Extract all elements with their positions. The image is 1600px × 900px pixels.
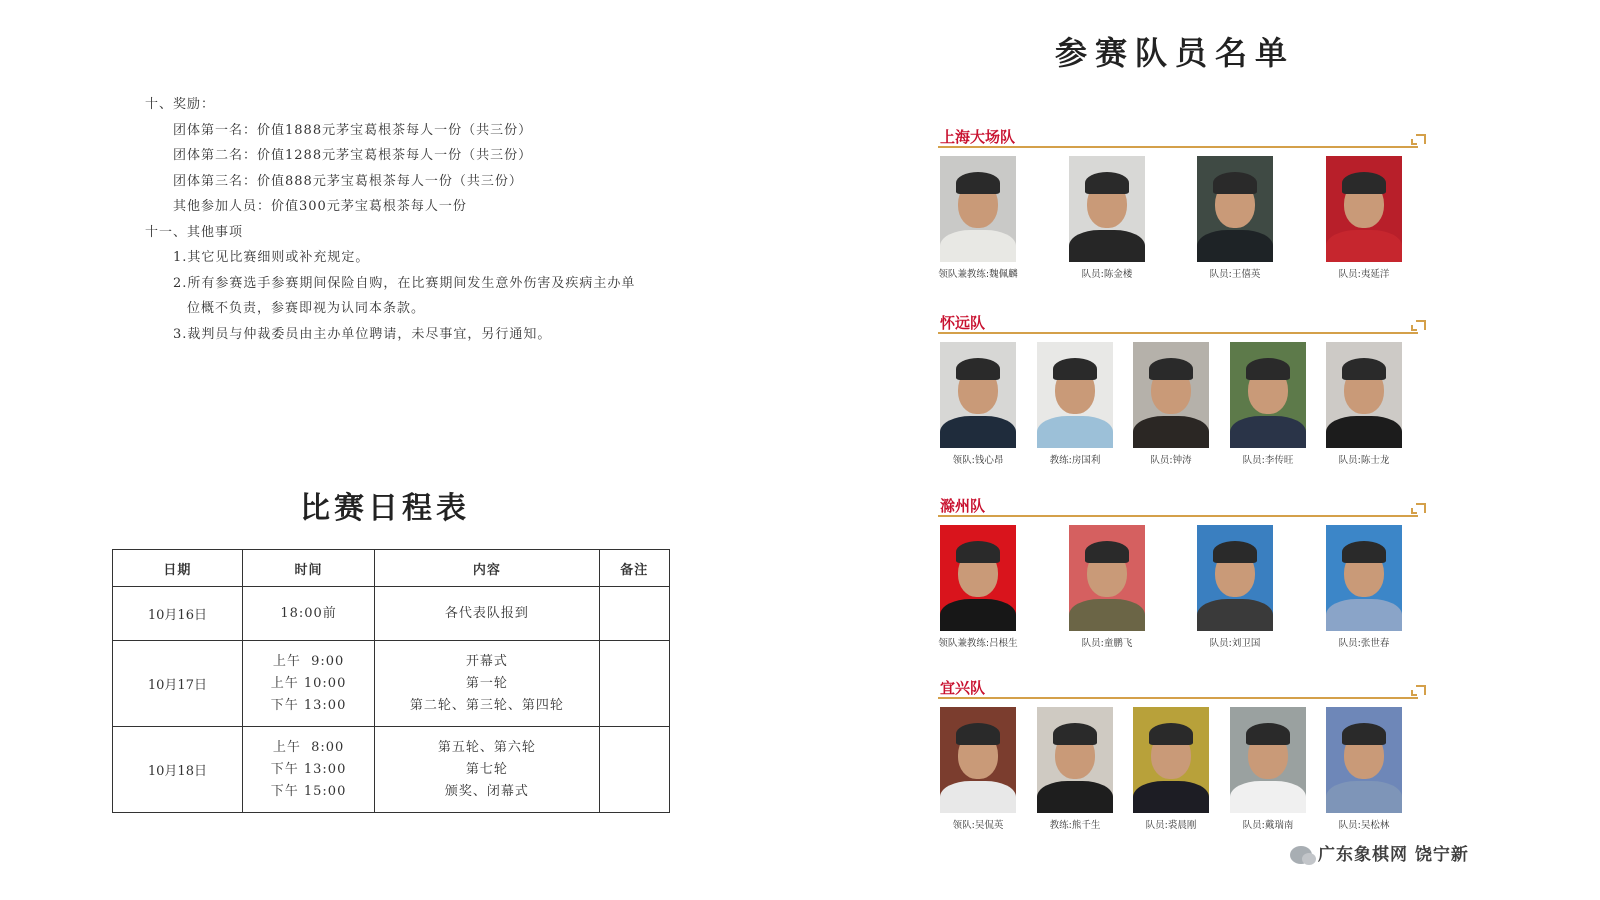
team-name: 上海大场队 xyxy=(940,128,1016,146)
schedule-content-line: 第七轮 xyxy=(465,761,508,777)
rule-line: 2.所有参赛选手参赛期间保险自购，在比赛期间发生意外伤害及疾病主办单 xyxy=(173,275,636,291)
member-photo xyxy=(1326,342,1402,448)
member-caption: 队员:吴松林 xyxy=(1338,820,1390,831)
member-caption: 队员:李传旺 xyxy=(1242,455,1294,466)
member-caption: 队员:王僖英 xyxy=(1209,269,1261,280)
header-date: 日期 xyxy=(113,550,243,587)
corner-ornament-icon xyxy=(1416,685,1426,695)
rule-line: 十一、其他事项 xyxy=(145,224,244,240)
member-photo xyxy=(1197,525,1273,631)
member-photo xyxy=(1037,342,1113,448)
member-caption: 领队兼教练:魏佩麟 xyxy=(938,269,1018,280)
schedule-content-line: 各代表队报到 xyxy=(444,605,529,621)
member-photo xyxy=(940,342,1016,448)
watermark xyxy=(1290,840,1469,865)
member-photo xyxy=(1326,525,1402,631)
team-member xyxy=(1228,342,1308,466)
schedule-time-line: 18:00前 xyxy=(280,605,337,621)
member-photo xyxy=(1230,342,1306,448)
schedule-date: 10月16日 xyxy=(113,587,243,641)
member-caption: 队员:刘卫国 xyxy=(1209,638,1261,649)
schedule-time xyxy=(242,587,374,641)
team-member xyxy=(1035,342,1115,466)
team-divider xyxy=(938,515,1418,517)
member-caption: 队员:夷延洋 xyxy=(1338,269,1390,280)
member-photo xyxy=(1197,156,1273,262)
schedule-content xyxy=(375,727,599,813)
team-member xyxy=(1324,525,1404,649)
team-member xyxy=(1324,342,1404,466)
schedule-content-line: 第二轮、第三轮、第四轮 xyxy=(409,697,564,713)
rule-line: 其他参加人员：价值300元茅宝葛根茶每人一份 xyxy=(173,199,467,214)
member-caption: 队员:裘晨刚 xyxy=(1145,820,1197,831)
schedule-date: 10月18日 xyxy=(113,727,243,813)
schedule-time xyxy=(242,641,374,727)
member-caption: 队员:陈士龙 xyxy=(1338,455,1390,466)
schedule-content xyxy=(375,587,599,641)
schedule-content-line: 颁奖、闭幕式 xyxy=(444,783,529,799)
schedule-note xyxy=(599,587,669,641)
schedule-note xyxy=(599,727,669,813)
header-note: 备注 xyxy=(599,550,669,587)
member-photo xyxy=(1069,525,1145,631)
member-photo xyxy=(1133,707,1209,813)
schedule-row xyxy=(113,641,670,727)
schedule-note xyxy=(599,641,669,727)
member-caption: 教练:熊千生 xyxy=(1049,820,1101,831)
member-caption: 队员:张世春 xyxy=(1338,638,1390,649)
schedule-time xyxy=(242,727,374,813)
schedule-row xyxy=(113,587,670,641)
member-caption: 领队:钱心昂 xyxy=(952,455,1004,466)
schedule-content-line: 开幕式 xyxy=(465,653,508,669)
team-member xyxy=(938,525,1018,649)
team-member xyxy=(1324,156,1404,280)
team-member xyxy=(1131,342,1211,466)
team-member xyxy=(1035,707,1115,831)
schedule-time-line: 上午 8:00 xyxy=(272,739,345,755)
team-member xyxy=(938,156,1018,280)
team-name: 宜兴队 xyxy=(940,679,986,697)
member-photo xyxy=(940,707,1016,813)
team-member xyxy=(1228,707,1308,831)
schedule-content-line: 第一轮 xyxy=(465,675,508,691)
schedule-time-line: 下午 13:00 xyxy=(270,697,347,713)
team-divider xyxy=(938,146,1418,148)
rule-line: 团体第三名：价值888元茅宝葛根茶每人一份（共三份） xyxy=(173,173,523,189)
member-photo xyxy=(940,156,1016,262)
schedule-date: 10月17日 xyxy=(113,641,243,727)
rule-line: 团体第一名：价值1888元茅宝葛根茶每人一份（共三份） xyxy=(173,122,533,138)
rule-line: 位概不负责，参赛即视为认同本条款。 xyxy=(187,301,426,316)
corner-ornament-icon xyxy=(1416,134,1426,144)
schedule-time-line: 下午 13:00 xyxy=(270,761,347,777)
member-caption: 队员:陈金楼 xyxy=(1081,269,1133,280)
wechat-icon xyxy=(1290,846,1312,864)
schedule-time-line: 下午 15:00 xyxy=(270,783,347,799)
rule-line: 1.其它见比赛细则或补充规定。 xyxy=(173,250,370,265)
schedule-content-line: 第五轮、第六轮 xyxy=(437,739,536,755)
member-photo xyxy=(1037,707,1113,813)
rule-line: 3.裁判员与仲裁委员由主办单位聘请，未尽事宜，另行通知。 xyxy=(173,326,552,342)
team-member xyxy=(1131,707,1211,831)
rule-line: 十、奖励： xyxy=(145,97,216,112)
member-caption: 队员:童鹏飞 xyxy=(1081,638,1133,649)
member-photo xyxy=(1069,156,1145,262)
schedule-table xyxy=(112,549,670,813)
schedule-header-row xyxy=(113,550,670,587)
member-photo xyxy=(940,525,1016,631)
schedule-time-line: 上午 10:00 xyxy=(270,675,347,691)
header-content: 内容 xyxy=(375,550,599,587)
member-photo xyxy=(1230,707,1306,813)
roster-title: 参赛队员名单 xyxy=(1054,34,1295,72)
team-name: 怀远队 xyxy=(940,314,986,332)
team-member xyxy=(1195,525,1275,649)
member-caption: 队员:钟涛 xyxy=(1150,455,1192,466)
member-caption: 队员:戴瑞南 xyxy=(1242,820,1294,831)
corner-ornament-icon xyxy=(1416,320,1426,330)
team-member xyxy=(1324,707,1404,831)
member-photo xyxy=(1326,156,1402,262)
team-member xyxy=(938,707,1018,831)
rules-section xyxy=(145,92,635,347)
watermark-text: 广东象棋网 饶宁新 xyxy=(1318,845,1469,865)
team-divider xyxy=(938,332,1418,334)
team-member xyxy=(1067,525,1147,649)
member-caption: 领队:吴侃英 xyxy=(952,820,1004,831)
team-member xyxy=(938,342,1018,466)
team-member xyxy=(1195,156,1275,280)
schedule-time-line: 上午 9:00 xyxy=(272,653,345,669)
header-time: 时间 xyxy=(242,550,374,587)
schedule-content xyxy=(375,641,599,727)
rule-line: 团体第二名：价值1288元茅宝葛根茶每人一份（共三份） xyxy=(173,148,533,163)
member-caption: 领队兼教练:吕根生 xyxy=(938,638,1018,649)
schedule-row xyxy=(113,727,670,813)
member-photo xyxy=(1326,707,1402,813)
member-photo xyxy=(1133,342,1209,448)
member-caption: 教练:房国利 xyxy=(1049,455,1101,466)
team-name: 滁州队 xyxy=(940,497,986,515)
team-divider xyxy=(938,697,1418,699)
schedule-title: 比赛日程表 xyxy=(300,491,470,526)
corner-ornament-icon xyxy=(1416,503,1426,513)
team-member xyxy=(1067,156,1147,280)
